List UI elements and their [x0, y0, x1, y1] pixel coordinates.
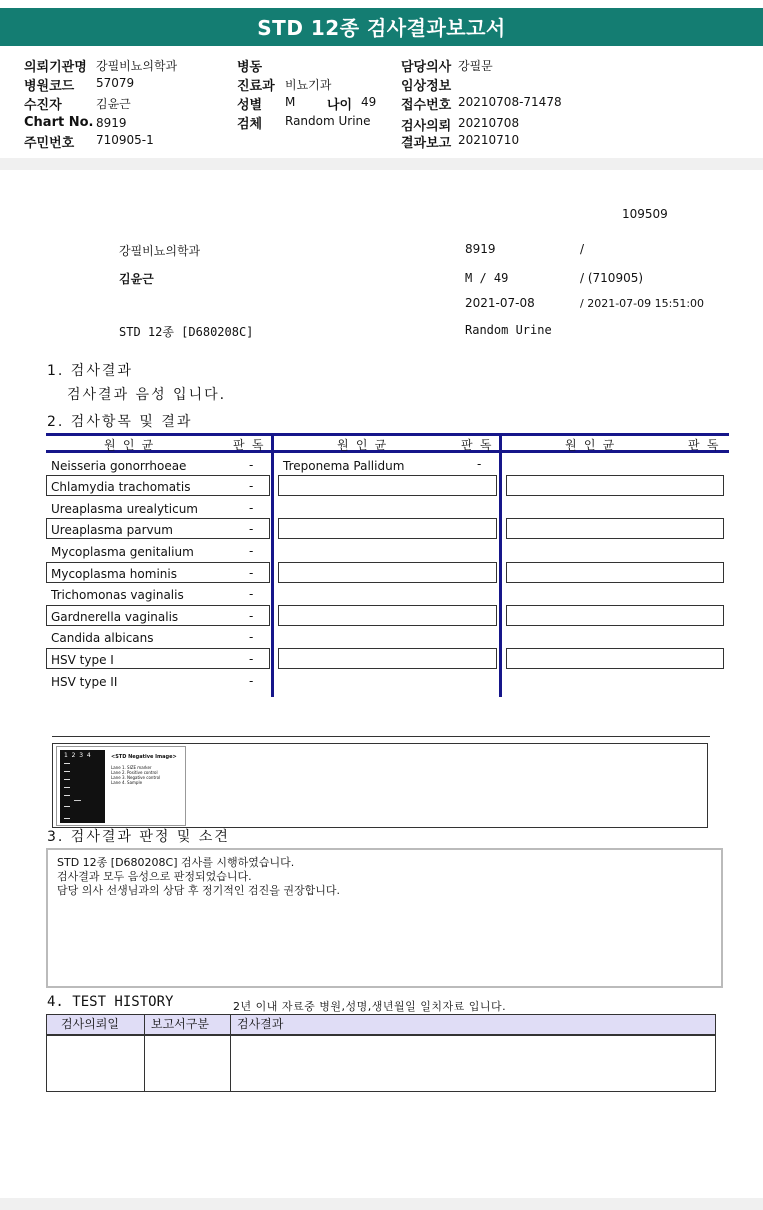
- info-institution: 강필비뇨의학과: [119, 244, 201, 258]
- pathogen-result: -: [249, 609, 254, 623]
- clinical-label: 임상정보: [401, 79, 452, 94]
- doctor-label: 담당의사: [401, 60, 452, 75]
- opinion-text: [57, 856, 340, 898]
- col1-result-header: 판 독: [233, 438, 264, 452]
- info-report-datetime: / 2021-07-09 15:51:00: [580, 297, 705, 310]
- opinion-box: [46, 848, 723, 988]
- col3-result-header: 판 독: [688, 438, 719, 452]
- opinion-line: 검사결과 모두 음성으로 판정되었습니다.: [57, 870, 252, 883]
- info-slash: /: [580, 242, 585, 256]
- pathogen-result: -: [249, 522, 254, 536]
- dept-label: 진료과: [237, 79, 275, 94]
- table-row-box: [506, 475, 724, 496]
- pathogen-result: -: [249, 674, 254, 688]
- table-row-box: [278, 648, 497, 669]
- report-id: 109509: [622, 207, 668, 221]
- gel-image-frame: [52, 743, 708, 828]
- pathogen-name: Gardnerella vaginalis: [51, 610, 179, 624]
- info-chart: 8919: [465, 242, 496, 256]
- patient-value: 김윤근: [96, 97, 131, 111]
- pathogen-name: Neisseria gonorrhoeae: [51, 459, 187, 473]
- age-label: 나이: [327, 98, 353, 113]
- gel-legend-item: Lane 1. SIZE marker: [111, 765, 152, 770]
- request-label: 검사의뢰: [401, 119, 452, 134]
- table-row-box: [278, 562, 497, 583]
- table-row-box: [506, 605, 724, 626]
- table-row-box: [278, 475, 497, 496]
- gel-top-rule: [52, 736, 710, 737]
- info-resident: / (710905): [580, 271, 644, 285]
- info-patient: 김윤근: [119, 272, 154, 286]
- info-test-name: STD 12종 [D680208C]: [119, 325, 254, 339]
- col1-pathogen-header: 원 인 균: [104, 438, 154, 452]
- gel-image: [56, 746, 186, 826]
- col2-result-header: 판 독: [461, 438, 492, 452]
- pathogen-name: Mycoplasma hominis: [51, 567, 177, 581]
- history-header-cell: 보고서구분: [144, 1014, 231, 1035]
- gel-lane-numbers: 1 2 3 4: [64, 752, 91, 759]
- info-request-date: 2021-07-08: [465, 296, 535, 310]
- receipt-value: 20210708-71478: [458, 95, 562, 109]
- pathogen-name: Trichomonas vaginalis: [51, 588, 184, 602]
- section1-title: 1. 검사결과: [47, 363, 133, 379]
- ward-label: 병동: [237, 60, 263, 75]
- institution-label: 의뢰기관명: [24, 60, 87, 75]
- doctor-value: 강필문: [458, 59, 493, 73]
- pathogen-result: -: [249, 630, 254, 644]
- column-separator: [499, 433, 502, 697]
- info-specimen: Random Urine: [465, 323, 552, 337]
- gel-legend-item: Lane 4. Sample: [111, 780, 143, 785]
- chart-value: 8919: [96, 116, 127, 130]
- resident-value: 710905-1: [96, 133, 154, 147]
- pathogen-name: HSV type II: [51, 675, 118, 689]
- pathogen-name: Candida albicans: [51, 631, 154, 645]
- result-summary: 검사결과 음성 입니다.: [67, 387, 227, 403]
- request-value: 20210708: [458, 116, 520, 130]
- pathogen-result: -: [249, 458, 254, 472]
- institution-value: 강필비뇨의학과: [96, 59, 178, 73]
- pathogen-name: Chlamydia trachomatis: [51, 480, 191, 494]
- receipt-label: 접수번호: [401, 98, 452, 113]
- report-title: STD 12종 검사결과보고서: [0, 8, 763, 46]
- pathogen-result: -: [477, 457, 482, 471]
- opinion-line: STD 12종 [D680208C] 검사를 시행하였습니다.: [57, 856, 295, 869]
- chart-label: Chart No.: [24, 115, 94, 130]
- report-label: 결과보고: [401, 136, 452, 151]
- table-row-box: [506, 648, 724, 669]
- info-sex-age: M / 49: [465, 271, 509, 285]
- footer-band: [0, 1198, 763, 1210]
- pathogen-name: Ureaplasma urealyticum: [51, 502, 198, 516]
- col3-pathogen-header: 원 인 균: [565, 438, 615, 452]
- history-cell: [46, 1035, 145, 1092]
- dept-value: 비뇨기과: [285, 78, 332, 92]
- history-header-cell: 검사결과: [230, 1014, 716, 1035]
- gel-legend-item: Lane 3. Negative control: [111, 775, 161, 780]
- pathogen-result: -: [249, 501, 254, 515]
- section3-title: 3. 검사결과 판정 및 소견: [47, 829, 230, 845]
- hospital-code-label: 병원코드: [24, 79, 75, 94]
- report-value: 20210710: [458, 133, 520, 147]
- sex-label: 성별: [237, 98, 263, 113]
- pathogen-result: -: [249, 587, 254, 601]
- pathogen-result: -: [249, 479, 254, 493]
- pathogen-name: Treponema Pallidum: [283, 459, 405, 473]
- pathogen-result: -: [249, 652, 254, 666]
- pathogen-result: -: [249, 566, 254, 580]
- specimen-value: Random Urine: [285, 114, 371, 128]
- history-cell: [144, 1035, 231, 1092]
- section2-title: 2. 검사항목 및 결과: [47, 414, 193, 430]
- patient-label: 수진자: [24, 98, 62, 113]
- pathogen-result: -: [249, 544, 254, 558]
- opinion-line: 담당 의사 선생님과의 상담 후 정기적인 검진을 권장합니다.: [57, 884, 340, 897]
- pathogen-name: Ureaplasma parvum: [51, 523, 173, 537]
- history-cell: [230, 1035, 716, 1092]
- col2-pathogen-header: 원 인 균: [337, 438, 387, 452]
- table-row-box: [506, 562, 724, 583]
- header-divider: [0, 158, 763, 170]
- age-value: 49: [361, 95, 377, 109]
- gel-photo: [60, 750, 105, 823]
- resident-label: 주민번호: [24, 136, 75, 151]
- table-row-box: [506, 518, 724, 539]
- history-note: 2년 이내 자료중 병원,성명,생년월일 일치자료 입니다.: [233, 1000, 507, 1013]
- pathogen-name: HSV type I: [51, 653, 114, 667]
- sex-value: M: [285, 95, 296, 109]
- specimen-label: 검체: [237, 117, 263, 132]
- gel-title: <STD Negative Image>: [111, 754, 177, 760]
- table-row-box: [278, 605, 497, 626]
- table-row-box: [278, 518, 497, 539]
- hospital-code-value: 57079: [96, 76, 135, 90]
- history-header-cell: 검사의뢰일: [46, 1014, 145, 1035]
- column-separator: [271, 433, 274, 697]
- pathogen-name: Mycoplasma genitalium: [51, 545, 194, 559]
- gel-legend-item: Lane 2. Positive control: [111, 770, 158, 775]
- section4-title: 4. TEST HISTORY: [47, 994, 174, 1010]
